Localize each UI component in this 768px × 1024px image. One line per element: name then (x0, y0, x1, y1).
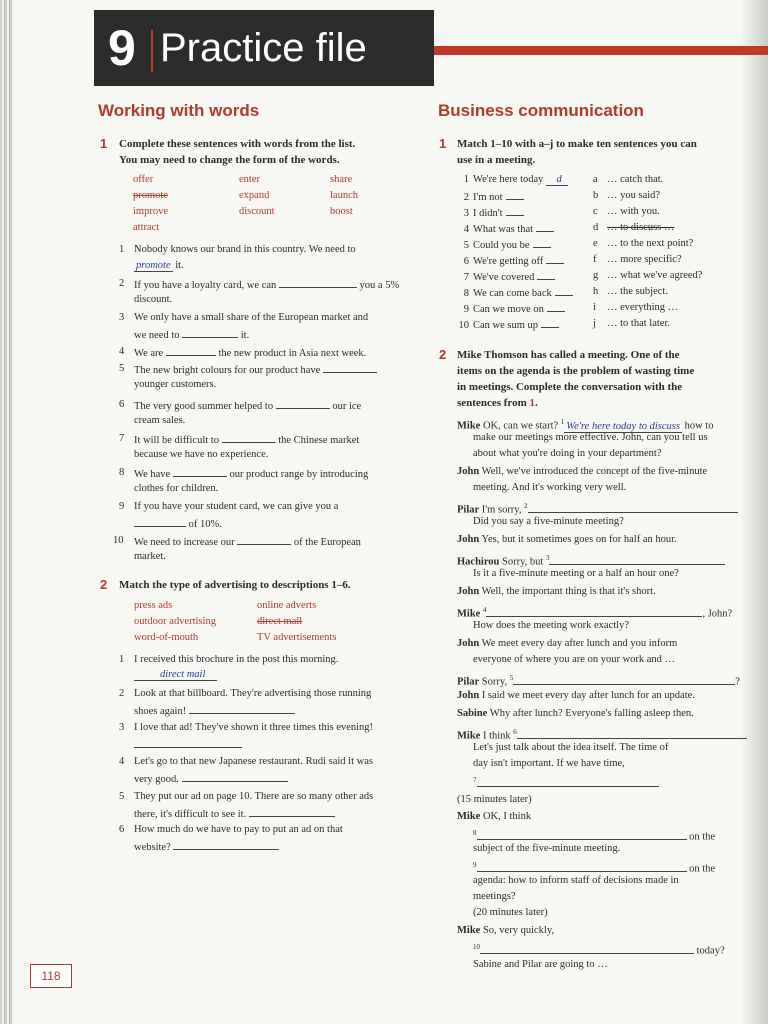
exercise-instruction: Match the type of advertising to descriptions 1–6. (119, 579, 351, 591)
option-text: … what we've agreed? (607, 270, 703, 281)
item-number: 3 (463, 208, 469, 219)
sentence-line (134, 432, 359, 448)
item-number: 3 (119, 312, 125, 323)
ad-type: word-of-mouth (134, 632, 199, 643)
sentence-text: We are (134, 348, 164, 359)
speaker: John (457, 466, 480, 477)
sentence-text: If you have a loyalty card, we can (134, 280, 277, 291)
word-list-item-used: promote (133, 190, 168, 201)
unit-number: 9 (108, 20, 136, 76)
option-letter: a (593, 174, 598, 185)
unit-title: Practice file (160, 26, 367, 70)
speaker: Mike (457, 608, 481, 620)
sentence-text: They put our ad on page 10. There are so many other ads (134, 791, 374, 802)
sentence-start: I'm not (473, 192, 503, 203)
gap-number: 7 (473, 776, 477, 784)
dialogue-line (457, 533, 677, 547)
sentence-text: We only have a small share of the European market and (134, 312, 369, 323)
option-letter: b (593, 190, 599, 201)
dialogue-text: Why after lunch? Everyone's falling asleep then. (489, 708, 694, 719)
item-number: 5 (119, 791, 125, 802)
exercise-instruction: in meetings. Complete the conversation with the (457, 381, 683, 393)
dialogue-text: agenda: how to inform staff of decisions made in (473, 875, 679, 886)
answer-blank[interactable] (517, 728, 747, 739)
sentence-text: cream sales. (134, 415, 186, 426)
speaker: Pilar (457, 504, 480, 516)
sentence-text: I received this brochure in the post this morning. (134, 654, 339, 665)
gap-number: 1 (560, 418, 565, 426)
speaker: Pilar (457, 676, 480, 688)
dialogue-text: Sabine and Pilar are going to … (473, 959, 608, 970)
answer-blank[interactable] (173, 466, 227, 477)
dialogue-text: today? (696, 945, 725, 957)
sentence-start: Can we sum up (473, 320, 539, 331)
match-option (593, 237, 693, 251)
sentence-text: the new product in Asia next week. (218, 348, 367, 359)
answer-blank[interactable] (486, 606, 702, 617)
answer-text[interactable]: d (546, 174, 567, 186)
sentence-text: it. (240, 330, 250, 341)
exercise-number: 1 (439, 136, 447, 151)
item-number: 3 (119, 722, 125, 733)
match-row (445, 269, 555, 285)
item-number: 6 (463, 256, 469, 267)
sentence-text: Look at that billboard. They're advertising those running (134, 688, 372, 699)
item-number: 10 (113, 535, 124, 546)
item-number: 9 (119, 501, 125, 512)
option-letter: f (593, 254, 597, 265)
option-letter: i (593, 302, 596, 313)
sentence-line (134, 516, 222, 532)
answer-blank[interactable] (173, 839, 279, 850)
sentence-text: market. (134, 551, 166, 562)
match-row (445, 189, 524, 205)
dialogue-line (457, 637, 677, 651)
exercise-number: 2 (439, 347, 447, 362)
word-list-item: discount (239, 206, 275, 217)
exercise-instruction: sentences from 1. (457, 397, 538, 409)
dialogue-text: on the (689, 863, 716, 875)
answer-blank[interactable] (541, 317, 559, 328)
sentence-line (134, 466, 368, 482)
match-row (445, 317, 559, 333)
dialogue-text: meetings? (473, 891, 516, 902)
exercise-instruction: You may need to change the form of the words. (119, 154, 340, 166)
option-text: … to the next point? (607, 238, 694, 249)
answer-blank[interactable] (237, 534, 291, 545)
sentence-text: shoes again! (134, 706, 187, 717)
dialogue-text: OK, can we start? (482, 420, 559, 432)
option-text: … to that later. (607, 318, 670, 329)
sentence-text: our product range by introducing (229, 469, 369, 480)
answer-blank[interactable] (182, 771, 288, 782)
word-list-item: boost (330, 206, 353, 217)
word-list-item: improve (133, 206, 168, 217)
match-row (445, 221, 554, 237)
answer-blank[interactable] (477, 861, 687, 872)
dialogue-text: I said we meet every day after lunch for an update. (481, 690, 695, 701)
ad-type: online adverts (257, 600, 317, 611)
sentence-text: I love that ad! They've shown it three times this evening! (134, 722, 374, 733)
sentence-text: because we have no experience. (134, 449, 269, 460)
answer-blank[interactable] (166, 345, 216, 356)
speaker: John (457, 586, 480, 597)
gap-number: 6 (513, 728, 517, 736)
sentence-text: It will be difficult to (134, 435, 219, 446)
sentence-text: the Chinese market (278, 435, 360, 446)
sentence-text: our ice (332, 401, 362, 412)
answer-text[interactable]: We're here today to discuss (566, 420, 680, 432)
sentence-text: We need to increase our (134, 537, 235, 548)
dialogue-text: on the (689, 831, 716, 843)
match-row (445, 173, 568, 187)
answer-blank[interactable] (189, 703, 295, 714)
gap-number: 4 (482, 606, 487, 614)
dialogue-text: Yes, but it sometimes goes on for half an hour. (481, 534, 677, 545)
dialogue-text: I think (482, 730, 511, 742)
option-text: … more specific? (607, 254, 682, 265)
word-list-item: share (330, 174, 353, 185)
gap-number: 9 (473, 861, 477, 869)
section-title-business-communication: Business communication (438, 101, 644, 120)
match-option (593, 173, 663, 187)
section-title-working-with-words: Working with words (98, 101, 260, 120)
exercise-instruction: Match 1–10 with a–j to make ten sentences you can (457, 138, 697, 150)
sentence-text: of the European (293, 537, 361, 548)
word-list-item: offer (133, 174, 154, 185)
exercise-instruction: Mike Thomson has called a meeting. One of the (457, 349, 680, 361)
answer-blank[interactable] (555, 285, 573, 296)
sentence-text: The very good summer helped to (134, 401, 274, 412)
item-number: 9 (463, 304, 469, 315)
dialogue-text: day isn't important. If we have time, (473, 758, 625, 769)
sentence-text: How much do we have to pay to put an ad on that (134, 824, 343, 835)
dialogue-text: ? (735, 676, 740, 688)
gap-number: 5 (509, 674, 514, 682)
item-number: 1 (119, 654, 125, 665)
dialogue-line (457, 585, 656, 599)
option-letter: e (593, 238, 598, 249)
answer-blank[interactable] (549, 554, 725, 565)
option-text: … the subject. (607, 286, 668, 297)
gap-number: 10 (473, 943, 480, 951)
sentence-text: If you have your student card, we can give you a (134, 501, 339, 512)
match-row (445, 205, 524, 221)
speaker: John (457, 534, 480, 545)
item-number: 2 (463, 192, 469, 203)
answer-blank[interactable] (279, 277, 357, 288)
match-option (593, 221, 674, 235)
option-text: … catch that. (607, 174, 664, 185)
speaker: Mike (457, 811, 481, 822)
dialogue-line (457, 707, 694, 721)
sentence-start: We can come back (473, 288, 552, 299)
item-number: 1 (463, 174, 469, 185)
sentence-text: you a 5% (359, 280, 400, 291)
sentence-text: of 10%. (188, 519, 222, 530)
instruction-text: sentences from (457, 397, 527, 409)
answer-blank[interactable] (477, 776, 659, 787)
answer-blank[interactable] (533, 237, 551, 248)
exercise-ref: 1 (529, 397, 535, 409)
match-row (445, 301, 565, 317)
option-letter: g (593, 270, 599, 281)
answer-blank[interactable] (134, 737, 242, 748)
exercise-number: 1 (100, 136, 108, 151)
answer-blank[interactable] (249, 806, 335, 817)
sentence-line (134, 345, 366, 361)
item-number: 4 (119, 756, 125, 767)
answer-blank[interactable] (536, 221, 554, 232)
dialogue-text: make our meetings more effective. John, can you tell us (473, 432, 708, 443)
speaker: Mike (457, 420, 481, 432)
word-list-item: attract (133, 222, 160, 233)
dialogue-line (457, 671, 740, 690)
item-number: 10 (458, 320, 469, 331)
answer-blank[interactable] (546, 253, 564, 264)
dialogue-line (457, 810, 531, 824)
sentence-text: very good. (134, 774, 179, 785)
word-list-item: expand (239, 190, 270, 201)
dialogue-text: How does the meeting work exactly? (473, 620, 629, 631)
answer-blank[interactable] (134, 516, 186, 527)
item-number: 6 (119, 399, 125, 410)
header-divider (151, 30, 153, 72)
sentence-text: younger customers. (134, 379, 217, 390)
exercise-number: 2 (100, 577, 108, 592)
answer-blank[interactable] (480, 943, 694, 954)
stage-direction: (15 minutes later) (457, 794, 532, 805)
dialogue-line (457, 465, 707, 479)
option-letter: j (593, 318, 596, 329)
answer-blank[interactable] (182, 327, 238, 338)
ad-type-used: direct mail (257, 616, 303, 627)
answer-blank[interactable] (513, 674, 735, 685)
ad-type: TV advertisements (257, 632, 337, 643)
dialogue-text: Well, the important thing is that it's short. (481, 586, 656, 597)
match-option (593, 317, 670, 331)
sentence-line (134, 703, 295, 719)
dialogue-text: about what you're doing in your department? (473, 448, 662, 459)
sentence-start: I didn't (473, 208, 503, 219)
dialogue-text: Is it a five-minute meeting or a half an hour one? (473, 568, 679, 579)
option-text: … to discuss … (607, 222, 675, 233)
sentence-text: clothes for children. (134, 483, 219, 494)
speaker: Mike (457, 730, 481, 742)
option-letter: c (593, 206, 598, 217)
speaker: Hachirou (457, 556, 500, 568)
speaker: Mike (457, 925, 481, 936)
sentence-line (134, 327, 249, 343)
dialogue-text: Let's just talk about the idea itself. The time of (473, 742, 669, 753)
sentence-text: Let's go to that new Japanese restaurant. Rudi said it was (134, 756, 373, 767)
answer-blank[interactable] (276, 398, 330, 409)
ad-type: press ads (134, 600, 173, 611)
sentence-start: Could you be (473, 240, 530, 251)
item-number: 8 (463, 288, 469, 299)
answer-blank[interactable] (528, 502, 738, 513)
dialogue-text: We meet every day after lunch and you inform (481, 638, 678, 649)
option-letter: d (593, 222, 599, 233)
exercise-instruction: items on the agenda is the problem of wasting time (457, 365, 695, 377)
dialogue-line (457, 924, 554, 938)
item-number: 2 (119, 278, 125, 289)
word-list-item: launch (330, 190, 358, 201)
answer-text: promote (136, 260, 171, 271)
gap-number: 3 (545, 554, 550, 562)
gap-number: 8 (473, 829, 477, 837)
option-text: … everything … (607, 302, 679, 313)
dialogue-text: , John? (702, 608, 733, 620)
dialogue-text: how to (684, 420, 714, 432)
option-letter: h (593, 286, 599, 297)
sentence-line (134, 362, 377, 378)
option-text: … with you. (607, 206, 660, 217)
dialogue-text: Sorry, (481, 676, 508, 688)
dialogue-text: So, very quickly, (482, 925, 555, 936)
sentence-line (134, 806, 335, 822)
answer-blank[interactable] (506, 189, 524, 200)
sentence-line (134, 398, 361, 414)
match-option (593, 189, 660, 203)
dialogue-text: Did you say a five-minute meeting? (473, 516, 624, 527)
dialogue-line (457, 689, 695, 703)
answer-blank[interactable] (222, 432, 276, 443)
item-number: 5 (463, 240, 469, 251)
dialogue-text: everyone of where you are on your work and … (473, 654, 676, 665)
answer-line (473, 940, 725, 959)
dialogue-text: Well, we've introduced the concept of the five-minute (481, 466, 708, 477)
sentence-start: We're getting off (473, 256, 544, 267)
dialogue-text: OK, I think (482, 811, 532, 822)
dialogue-text: meeting. And it's working very well. (473, 482, 627, 493)
item-number: 4 (119, 346, 125, 357)
sentence-start: We're here today (473, 174, 544, 185)
sentence-start: Can we move on (473, 304, 544, 315)
answer-text: direct mail (134, 669, 217, 681)
answer-line[interactable] (134, 259, 184, 273)
word-list-item: enter (239, 174, 260, 185)
answer-blank[interactable] (323, 362, 377, 373)
answer-blank[interactable] (477, 829, 687, 840)
sentence-text: there, it's difficult to see it. (134, 809, 247, 820)
sentence-start: We've covered (473, 272, 535, 283)
answer-blank[interactable] (506, 205, 524, 216)
answer-blank[interactable] (547, 301, 565, 312)
sentence-line (134, 277, 399, 293)
sentence-text: website? (134, 842, 171, 853)
answer-line[interactable] (134, 668, 217, 682)
sentence-text: it. (175, 260, 184, 271)
match-option (593, 269, 702, 283)
match-row (445, 285, 573, 301)
item-number: 7 (119, 433, 125, 444)
answer-blank[interactable] (537, 269, 555, 280)
item-number: 2 (119, 688, 125, 699)
match-row (445, 237, 551, 253)
sentence-text: we need to (134, 330, 180, 341)
option-text: … you said? (607, 190, 661, 201)
stage-direction: (20 minutes later) (473, 907, 548, 918)
match-option (593, 301, 678, 315)
answer-line (473, 773, 659, 792)
dialogue-text: subject of the five-minute meeting. (473, 843, 621, 854)
speaker: John (457, 638, 480, 649)
speaker: John (457, 690, 480, 701)
item-number: 5 (119, 363, 125, 374)
match-row (445, 253, 564, 269)
sentence-text: discount. (134, 294, 173, 305)
dialogue-text: Sorry, but (502, 556, 544, 568)
sentence-line (134, 771, 288, 787)
sentence-text: The new bright colours for our product have (134, 365, 321, 376)
sentence-line (134, 534, 361, 550)
exercise-instruction: use in a meeting. (457, 154, 536, 166)
sentence-start: What was that (473, 224, 534, 235)
page-number: 118 (30, 964, 72, 988)
item-number: 7 (463, 272, 469, 283)
sentence-line (134, 839, 279, 855)
item-number: 1 (119, 244, 125, 255)
sentence-text: We have (134, 469, 171, 480)
dialogue-text: I'm sorry, (481, 504, 522, 516)
item-number: 6 (119, 824, 125, 835)
item-number: 4 (463, 224, 469, 235)
gap-number: 2 (524, 502, 528, 510)
header-rule (434, 46, 768, 55)
sentence-text: Nobody knows our brand in this country. We need to (134, 244, 356, 255)
answer-line[interactable] (134, 737, 242, 753)
match-option (593, 285, 668, 299)
speaker: Sabine (457, 708, 488, 719)
match-option (593, 253, 682, 267)
exercise-instruction: Complete these sentences with words from the list. (119, 138, 356, 150)
spine-shadow (740, 0, 768, 1024)
item-number: 8 (119, 467, 125, 478)
ad-type: outdoor advertising (134, 616, 216, 627)
match-option (593, 205, 660, 219)
